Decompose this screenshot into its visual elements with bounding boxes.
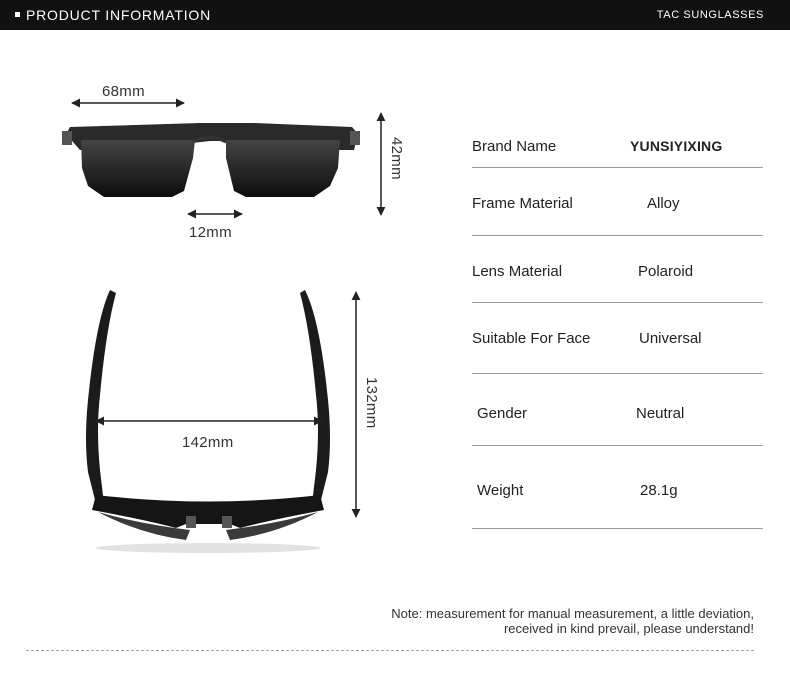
lens-height-label: 42mm [388, 137, 405, 180]
spec-label-lens-material: Lens Material [472, 263, 563, 280]
spec-divider [472, 528, 763, 529]
spec-label-brand: Brand Name [472, 138, 557, 155]
spec-divider [472, 235, 763, 236]
temple-length-label: 132mm [363, 377, 380, 429]
spec-label-frame-material: Frame Material [472, 195, 573, 212]
spec-divider [472, 445, 763, 446]
lens-width-label: 68mm [102, 83, 145, 100]
spec-value-face: Universal [639, 330, 702, 347]
spec-label-face: Suitable For Face [472, 330, 591, 347]
spec-value-frame-material: Alloy [647, 195, 680, 212]
measurement-note [391, 606, 754, 636]
spec-label-weight: Weight [477, 482, 524, 499]
spec-value-lens-material: Polaroid [638, 263, 694, 280]
bottom-divider [26, 650, 754, 651]
front-view-glasses [62, 123, 360, 197]
spec-divider [472, 302, 763, 303]
header-title: PRODUCT INFORMATION [26, 7, 212, 23]
header-product-type: TAC SUNGLASSES [656, 9, 764, 21]
spec-label-gender: Gender [477, 405, 528, 422]
spec-value-gender: Neutral [636, 405, 685, 422]
frame-width-label: 142mm [182, 434, 234, 451]
note-line-1: Note: measurement for manual measurement, a little deviation, [391, 606, 754, 621]
note-line-2: received in kind prevail, please understand! [503, 621, 754, 636]
bridge-width-label: 12mm [189, 224, 232, 241]
spec-value-brand: YUNSIYIXING [630, 138, 723, 154]
spec-divider [472, 373, 763, 374]
spec-value-weight: 28.1g [640, 482, 678, 499]
spec-divider [472, 167, 763, 168]
